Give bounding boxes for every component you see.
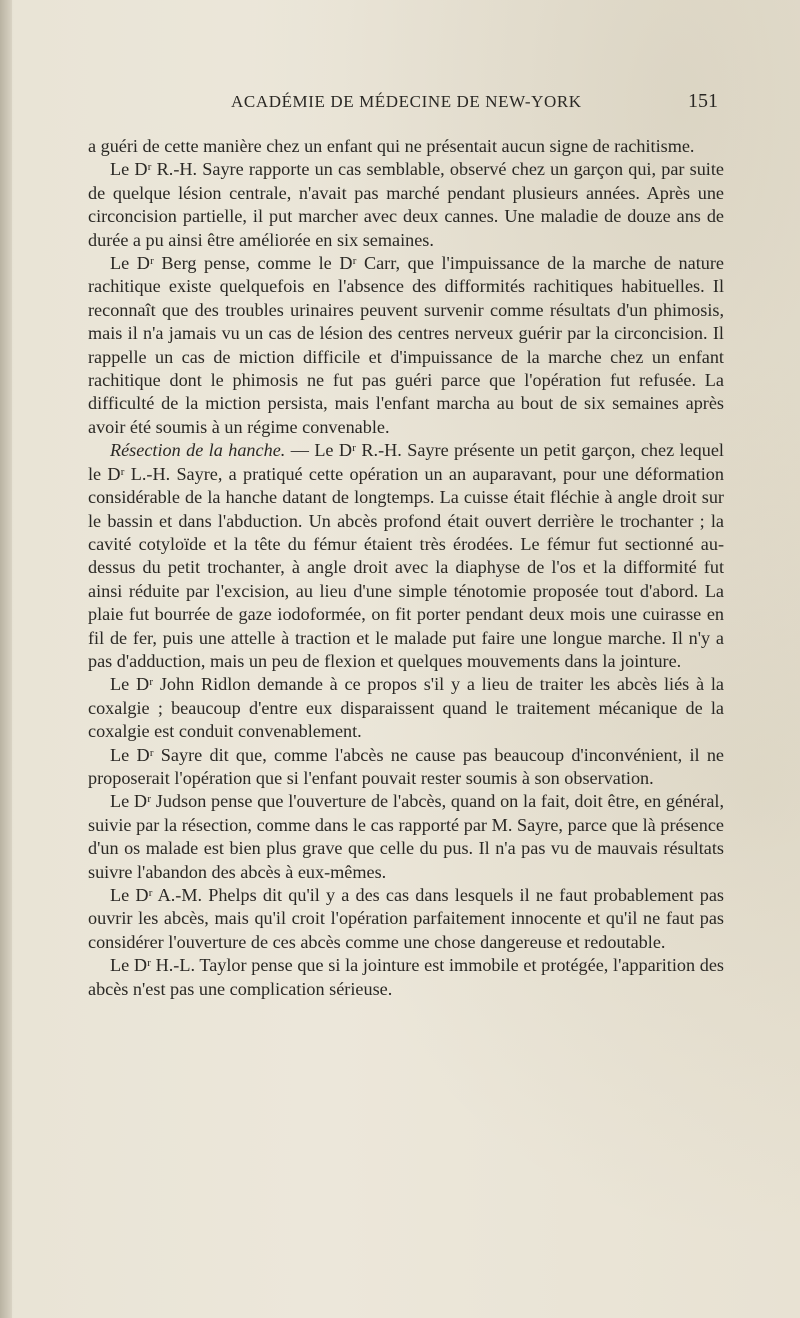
- paragraph: a guéri de cette manière chez un enfant qui ne présentait aucun signe de rachitisme.: [88, 136, 695, 156]
- binding-edge: [0, 0, 12, 1318]
- paragraph: Le Dʳ Berg pense, comme le Dʳ Carr, que l'impuissance de la marche de nature rachitique existe quelquefois en l'absence des difformités rachitiques habituelles. Il reconnaît que des troubles urinaires peuvent survenir comme résultats d'un phimosis, mais il n'a jamais vu un cas de lésion des centres nerveux guérir par la circoncision. Il rappelle un cas de miction difficile et d'impuissance de la marche chez un enfant rachitique dont le phimosis ne fut pas guéri parce que l'opération fut refusée. La difficulté de la miction persista, mais l'enfant marcha au bout de six semaines après avoir été soumis à un régime convenable.: [88, 253, 724, 437]
- paragraph: Le Dʳ Judson pense que l'ouverture de l'abcès, quand on la fait, doit être, en général, suivie par la résection, comme dans le cas rapporté par M. Sayre, parce que là présence d'un os malade est bien plus grave que celle du pus. Il n'a pas vu de mauvais résultats suivre l'abandon des abcès à eux-mêmes.: [88, 791, 724, 882]
- page-header: [88, 92, 718, 118]
- paragraph: Le Dʳ John Ridlon demande à ce propos s'il y a lieu de traiter les abcès liés à la coxalgie ; beaucoup d'entre eux disparaissent quand le traitement mécanique de la coxalgie est conduit convenablement.: [88, 674, 724, 742]
- running-title: ACADÉMIE DE MÉDECINE DE NEW-YORK: [231, 92, 582, 111]
- paragraph: Le Dʳ R.-H. Sayre rapporte un cas semblable, observé chez un garçon qui, par suite de quelque lésion centrale, n'avait pas marché pendant plusieurs années. Après une circoncision partielle, il put marcher avec deux cannes. Une maladie de douze ans de durée a pu ainsi être améliorée en six semaines.: [88, 159, 724, 250]
- page-number: 151: [688, 90, 718, 112]
- body-text: [88, 135, 724, 1001]
- section-heading: Résection de la hanche.: [110, 440, 286, 461]
- paragraph: Le Dʳ H.-L. Taylor pense que si la jointure est immobile et protégée, l'apparition des abcès n'est pas une complication sérieuse.: [88, 955, 724, 999]
- paragraph: Résection de la hanche. — Le Dʳ R.-H. Sayre présente un petit garçon, chez lequel le Dʳ L.-H. Sayre, a pratiqué cette opération un an auparavant, pour une déformation considérable de la hanche datant de longtemps. La cuisse était fléchie à angle droit sur le bassin et dans l'abduction. Un abcès profond était ouvert derrière le trochanter ; la cavité cotyloïde et la tête du fémur étaient très érodées. Le fémur fut sectionné au-dessus du petit trochanter, à angle droit avec la diaphyse de l'os et la difformité fut ainsi réduite par l'excision, au lieu d'une simple ténotomie proposée tout d'abord. La plaie fut bourrée de gaze iodoformée, on fit porter pendant deux mois une cuirasse en fil de fer, puis une attelle à traction et le malade put faire une longue marche. Il n'y a pas d'adduction, mais un peu de flexion et quelques mouvements dans la jointure.: [88, 440, 724, 671]
- paragraph: Le Dʳ Sayre dit que, comme l'abcès ne cause pas beaucoup d'inconvénient, il ne proposerait l'opération que si l'enfant pouvait rester soumis à son observation.: [88, 744, 724, 788]
- paragraph: Le Dʳ A.-M. Phelps dit qu'il y a des cas dans lesquels il ne faut probablement pas ouvrir les abcès, mais qu'il croit l'opération parfaitement innocente et qu'il ne faut pas considérer l'ouverture de ces abcès comme une chose dangereuse et redoutable.: [88, 885, 724, 952]
